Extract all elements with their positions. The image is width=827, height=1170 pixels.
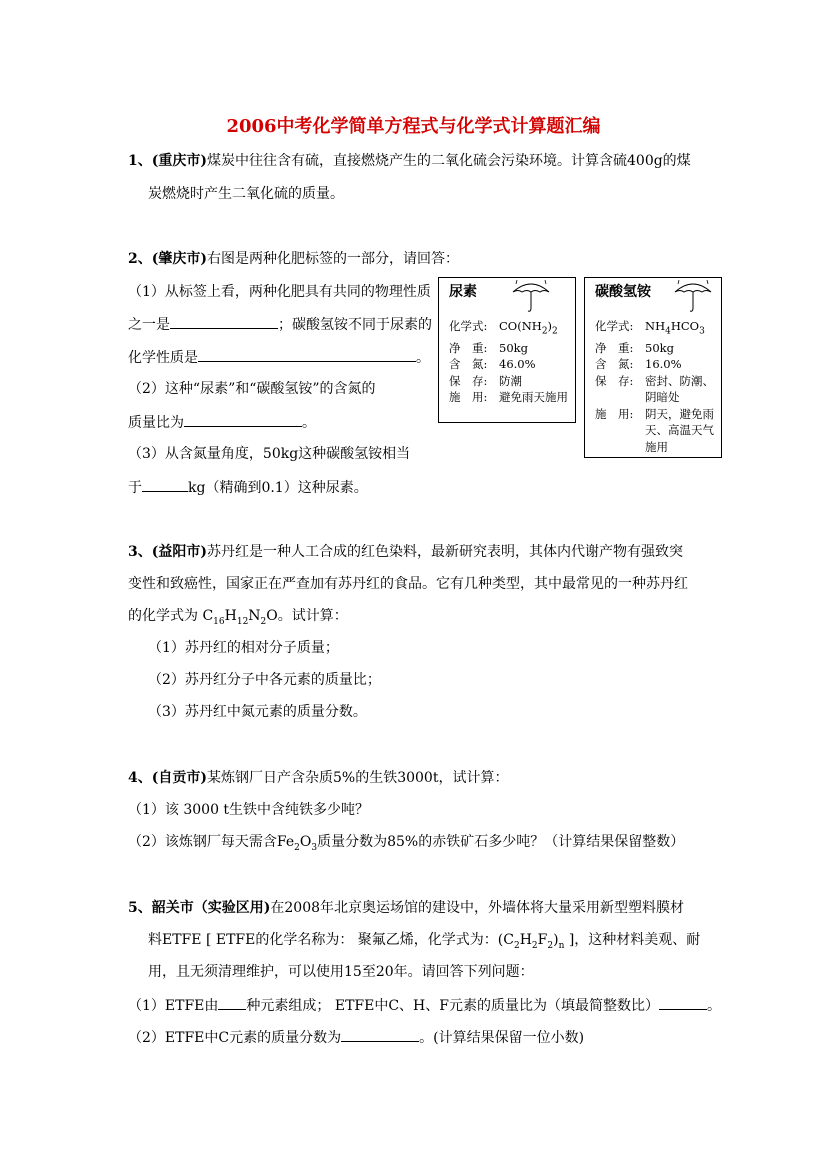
subscript: 2 [531,940,538,951]
subscript: 2 [294,842,300,853]
question-5-part-2 [128,1026,584,1047]
label-row [449,373,569,390]
label-name: 碳酸氢铵 [595,284,651,300]
row-value [645,318,705,340]
text: ) [547,319,553,333]
row-key: 施 用: [595,406,634,421]
label-row [449,389,569,406]
question-3-item: （3）苏丹红中氮元素的质量分数。 [148,704,367,720]
row-value: 46.0% [499,357,536,372]
text: 质量分数为85%的赤铁矿石多少吨？（计算结果保留整数） [317,834,685,850]
row-value: 50kg [645,340,674,355]
question-3-line-2: 变性和致癌性，国家正在严查加有苏丹红的食品。它有几种类型，其中最常见的一种苏丹红 [128,576,688,592]
question-2-intro [128,248,459,268]
row-value: 避免雨天施用 [499,390,568,405]
answer-blank[interactable] [218,994,246,1010]
question-2-part-3-line-2 [128,476,368,497]
question-source: (益阳市) [151,544,207,560]
question-text: 在2008年北京奥运场馆的建设中，外墙体将大量采用新型塑料膜材 [270,900,685,916]
row-key: 化学式: [449,319,488,333]
row-key: 保 存: [595,373,634,388]
answer-blank[interactable] [184,411,302,427]
text: CO(NH [499,319,542,333]
text: 种元素组成； ETFE中C、H、F元素的质量比为（填最简整数比） [246,998,659,1014]
subscript: 2 [541,326,548,337]
text: （1）ETFE由 [128,998,219,1014]
text: 料ETFE [ ETFE的化学名称为： 聚氟乙烯，化学式为：(C [148,932,514,948]
label-row [449,356,569,373]
text: O [299,834,312,850]
subscript: 16 [213,616,225,627]
text: 。 [706,998,721,1014]
text: ) [553,932,559,948]
row-value: 阴天，避免雨天、高温天气施用 [645,406,714,454]
question-3-line-3 [128,605,348,627]
fertilizer-label-urea [438,277,576,423]
row-value: 50kg [499,340,528,355]
text: HCO [670,319,700,333]
question-4-item-1: （1）该 3000 t生铁中含纯铁多少吨？ [128,802,370,818]
row-value: 密封、防潮、阴暗处 [645,373,714,405]
subscript: 3 [311,842,318,853]
question-2-part-2-line-2 [128,411,316,432]
text: F [537,932,548,948]
question-text: 煤炭中往往含有硫，直接燃烧产生的二氧化硫会污染环境。计算含硫400g的煤 [207,153,691,169]
question-2-part-1-line-3 [128,346,430,367]
subscript: 2 [513,940,520,951]
label-row [595,356,717,373]
text: O。试计算： [266,608,348,624]
answer-blank[interactable] [659,994,707,1010]
question-number: 2、 [128,251,152,267]
text: H [519,932,532,948]
label-row [449,340,569,357]
label-rows [449,318,569,406]
text: kg（精确到0.1）这种尿素。 [188,480,368,496]
answer-blank[interactable] [198,346,416,362]
question-text: 苏丹红是一种人工合成的红色染料，最新研究表明，其体内代谢产物有强致突 [207,544,683,560]
question-2-part-3-line-1: （3）从含氮量角度，50kg这种碳酸氢铵相当 [128,446,411,462]
subscript: 2 [547,940,554,951]
row-value: 防潮 [499,373,522,388]
question-number: 4、 [128,770,152,786]
question-source: (自贡市) [151,770,207,786]
question-text: 某炼钢厂日产含杂质5%的生铁3000t，试计算： [207,770,509,786]
question-source: (肇庆市) [151,251,207,267]
subscript: 2 [260,616,267,627]
row-value: 16.0% [645,357,682,372]
text: ；碳酸氢铵不同于尿素的 [278,317,432,333]
text: （2）该炼钢厂每天需含Fe [128,834,295,850]
page-title: 2006中考化学简单方程式与化学式计算题汇编 [226,116,601,137]
question-3-line-1 [128,541,683,561]
subscript: 3 [699,326,705,337]
text: 的化学式为 C [128,608,214,624]
text: 。(计算结果保留一位小数) [419,1030,585,1046]
row-key: 施 用: [449,390,488,405]
answer-blank[interactable] [170,313,278,329]
question-source: (重庆市) [151,153,207,169]
question-number: 1、 [128,153,152,169]
question-2-part-1-line-2 [128,313,432,334]
row-key: 化学式: [595,319,634,333]
umbrella-icon [673,278,713,314]
question-2-part-1-line-1: （1）从标签上看，两种化肥具有共同的物理性质 [128,284,431,300]
row-key: 含 氮: [449,357,488,372]
subscript: 4 [665,326,671,337]
row-key: 净 重: [595,340,634,355]
text: 化学性质是 [128,350,198,366]
label-rows [595,318,717,455]
answer-blank[interactable] [142,476,188,492]
label-row [595,340,717,357]
subscript: 2 [552,326,558,337]
question-1-line-2: 炭燃烧时产生二氧化硫的质量。 [148,186,344,202]
question-number: 3、 [128,544,152,560]
text: ]，这种材料美观、耐 [564,932,701,948]
label-row [595,406,717,456]
question-1-line-1 [128,150,691,170]
question-2-part-2-line-1: （2）这种“尿素”和“碳酸氢铵”的含氮的 [128,381,376,397]
answer-blank[interactable] [341,1026,419,1042]
text: 。 [416,350,430,366]
question-5-line-1 [128,897,684,917]
text: 之一是 [128,317,170,333]
subscript: 12 [236,616,249,627]
text: 质量比为 [128,415,184,431]
question-4-item-2 [128,831,684,853]
subscript: n [558,940,565,951]
text: H [224,608,237,624]
text: 于 [128,480,142,496]
question-5-line-2 [148,929,700,951]
question-5-line-3: 用，且无须清理维护，可以使用15至20年。请回答下列问题： [148,964,534,980]
question-3-item: （2）苏丹红分子中各元素的质量比； [148,672,381,688]
label-name: 尿素 [449,284,477,300]
text: 。 [302,415,316,431]
row-key: 含 氮: [595,357,634,372]
question-number: 5、 [128,900,152,916]
question-text: 右图是两种化肥标签的一部分，请回答： [207,251,459,267]
label-row [595,318,717,340]
question-source: 韶关市（实验区用) [151,900,271,916]
umbrella-icon [511,278,551,314]
row-value [499,318,558,340]
text: NH [645,319,666,333]
question-3-item: （1）苏丹红的相对分子质量； [148,640,339,656]
text: N [248,608,261,624]
row-key: 净 重: [449,340,488,355]
row-key: 保 存: [449,373,488,388]
label-row [449,318,569,340]
fertilizer-label-ammonium-bicarbonate [584,277,722,458]
question-5-part-1 [128,994,721,1015]
question-4-intro [128,767,508,787]
text: （2）ETFE中C元素的质量分数为 [128,1030,342,1046]
label-row [595,373,717,406]
